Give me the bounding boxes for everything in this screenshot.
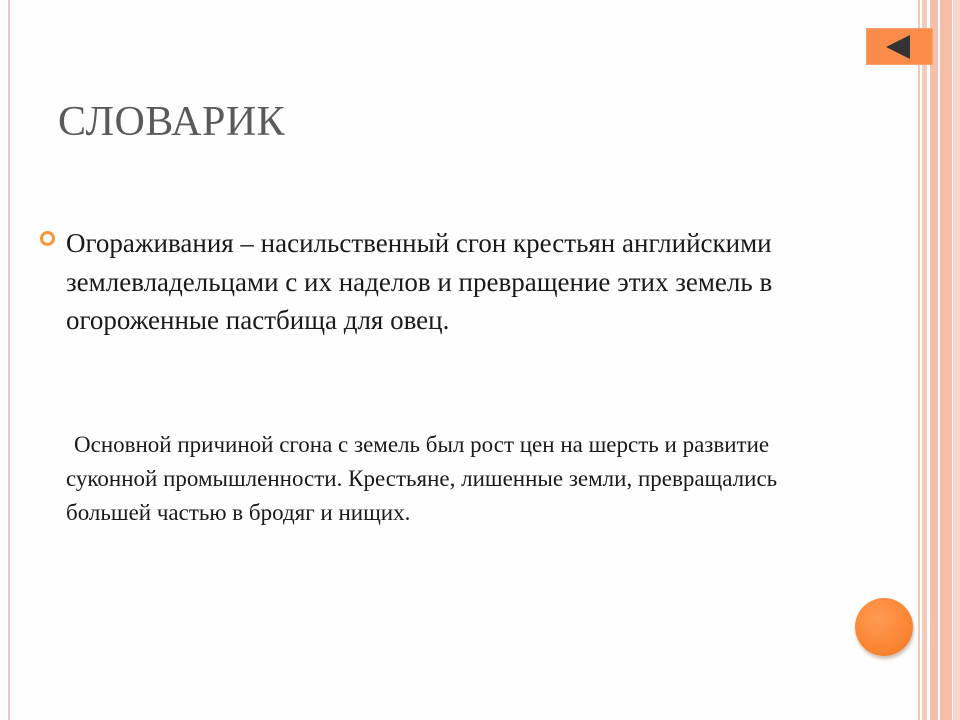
right-stripe [922,0,927,720]
note-text [66,428,866,530]
definition-text: Огораживания – насильственный сгон крестьян английскими землевладельцами с их наделов и превращение этих земель в огороженные пастбища для овец. [66,228,773,335]
back-button[interactable] [866,28,933,65]
right-stripe [953,0,960,720]
left-border-line [8,0,10,720]
note-text-content: Основной причиной сгона с земель был рост цен на шерсть и развитие суконной промышленности. Крестьяне, лишенные земли, превращались большей частью в бродяг и нищих. [66,432,778,525]
right-stripe [918,0,920,720]
bullet-ring-icon [40,231,55,246]
decorative-circle [855,598,913,656]
slide-title: СЛОВАРИК [58,99,286,145]
right-stripe [930,0,938,720]
triangle-left-icon [886,35,910,59]
right-stripe [940,0,952,720]
